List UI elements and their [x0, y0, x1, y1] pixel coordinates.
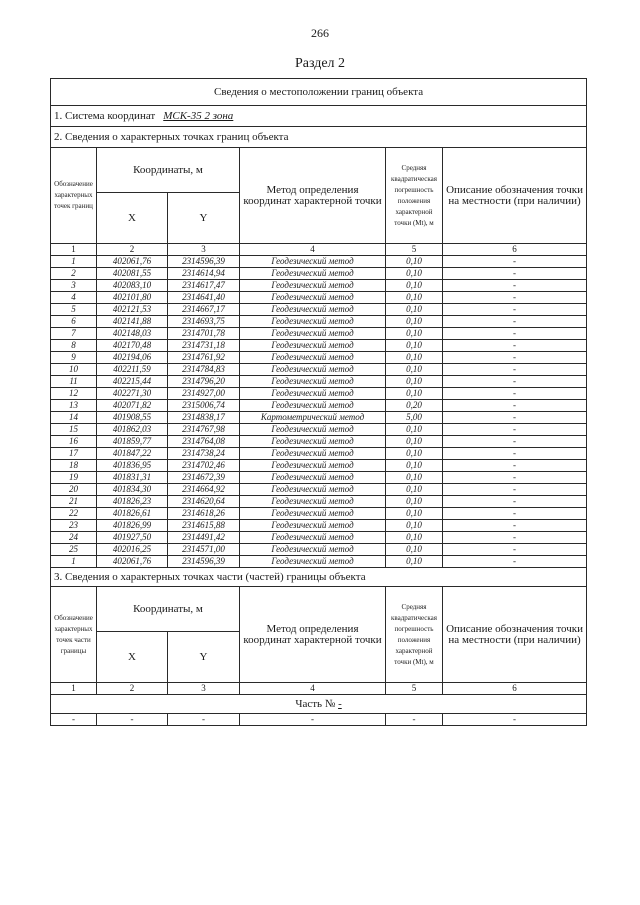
point-number: 15 [51, 424, 97, 436]
point-description: - [443, 268, 587, 280]
point-method: Геодезический метод [240, 400, 386, 412]
point-accuracy: 0,10 [386, 496, 443, 508]
point-y: 2314596,39 [168, 556, 240, 568]
table-row [51, 400, 587, 412]
point-description: - [443, 520, 587, 532]
column-number: 5 [386, 244, 443, 256]
coord-system-value: МСК-35 2 зона [163, 109, 234, 122]
point-description: - [443, 424, 587, 436]
point-x: 402016,25 [97, 544, 168, 556]
point-y: 2314702,46 [168, 460, 240, 472]
point-accuracy: 0,10 [386, 544, 443, 556]
header-accuracy: Средняя квадратическая погрешность положения характерной точки (Mt), м [386, 148, 443, 244]
table-row [51, 532, 587, 544]
point-number: 3 [51, 280, 97, 292]
point-description: - [443, 376, 587, 388]
point-method: Геодезический метод [240, 376, 386, 388]
table-row [51, 328, 587, 340]
point-y: 2314761,92 [168, 352, 240, 364]
point-y: 2314738,24 [168, 448, 240, 460]
point-x: 402083,10 [97, 280, 168, 292]
point-method: Геодезический метод [240, 436, 386, 448]
point-x: 401826,99 [97, 520, 168, 532]
point-y: 2314796,20 [168, 376, 240, 388]
point-y: 2314784,83 [168, 364, 240, 376]
point-y: 2314596,39 [168, 256, 240, 268]
point-method: Геодезический метод [240, 352, 386, 364]
point-description: - [443, 352, 587, 364]
header-x: X [97, 193, 168, 244]
point-number: 21 [51, 496, 97, 508]
point-x: 401847,22 [97, 448, 168, 460]
point-x: 401859,77 [97, 436, 168, 448]
point-accuracy: 0,10 [386, 532, 443, 544]
point-number: 2 [51, 268, 97, 280]
point-number: 24 [51, 532, 97, 544]
point-number: 23 [51, 520, 97, 532]
point-method: Геодезический метод [240, 280, 386, 292]
point-accuracy: 0,10 [386, 388, 443, 400]
point-accuracy: 0,10 [386, 460, 443, 472]
point-number: 1 [51, 556, 97, 568]
column-number: 1 [51, 244, 97, 256]
part-cell: - [386, 714, 443, 726]
point-description: - [443, 364, 587, 376]
point-number: 25 [51, 544, 97, 556]
point-number: 11 [51, 376, 97, 388]
point-description: - [443, 544, 587, 556]
point-number: 5 [51, 304, 97, 316]
point-y: 2314767,98 [168, 424, 240, 436]
point-accuracy: 0,10 [386, 352, 443, 364]
table-row [51, 448, 587, 460]
point-description: - [443, 496, 587, 508]
boundary-table [50, 78, 587, 726]
point-x: 401908,55 [97, 412, 168, 424]
table-row [51, 460, 587, 472]
column-number: 5 [386, 683, 443, 695]
point-number: 14 [51, 412, 97, 424]
point-description: - [443, 436, 587, 448]
column-number: 3 [168, 683, 240, 695]
table-row [51, 304, 587, 316]
point-accuracy: 0,10 [386, 448, 443, 460]
point-y: 2314620,64 [168, 496, 240, 508]
point-accuracy: 0,10 [386, 376, 443, 388]
point-x: 402170,48 [97, 340, 168, 352]
point-y: 2314927,00 [168, 388, 240, 400]
point-method: Геодезический метод [240, 328, 386, 340]
point-y: 2314838,17 [168, 412, 240, 424]
point-accuracy: 0,10 [386, 364, 443, 376]
point-method: Геодезический метод [240, 460, 386, 472]
point-x: 401834,30 [97, 484, 168, 496]
part-column-numbers-row [51, 683, 587, 695]
point-method: Геодезический метод [240, 292, 386, 304]
point-number: 22 [51, 508, 97, 520]
point-description: - [443, 412, 587, 424]
point-description: - [443, 256, 587, 268]
point-number: 1 [51, 256, 97, 268]
point-accuracy: 0,10 [386, 328, 443, 340]
points-section-title: 2. Сведения о характерных точках границ объекта [51, 127, 587, 148]
table-row [51, 436, 587, 448]
point-method: Геодезический метод [240, 496, 386, 508]
part-header-x: X [97, 632, 168, 683]
point-y: 2314571,00 [168, 544, 240, 556]
header-y: Y [168, 193, 240, 244]
point-number: 16 [51, 436, 97, 448]
table-row [51, 412, 587, 424]
point-y: 2314615,88 [168, 520, 240, 532]
point-method: Геодезический метод [240, 484, 386, 496]
point-method: Геодезический метод [240, 508, 386, 520]
point-x: 402215,44 [97, 376, 168, 388]
column-number: 4 [240, 244, 386, 256]
table-row [51, 424, 587, 436]
point-number: 10 [51, 364, 97, 376]
point-number: 4 [51, 292, 97, 304]
part-cell: - [240, 714, 386, 726]
column-number: 4 [240, 683, 386, 695]
point-x: 402071,82 [97, 400, 168, 412]
point-x: 401826,61 [97, 508, 168, 520]
point-method: Геодезический метод [240, 316, 386, 328]
point-x: 401826,23 [97, 496, 168, 508]
point-number: 9 [51, 352, 97, 364]
point-number: 12 [51, 388, 97, 400]
point-accuracy: 0,10 [386, 256, 443, 268]
part-number: - [338, 697, 342, 710]
point-accuracy: 0,10 [386, 340, 443, 352]
point-accuracy: 5,00 [386, 412, 443, 424]
part-cell: - [168, 714, 240, 726]
point-description: - [443, 316, 587, 328]
point-method: Геодезический метод [240, 256, 386, 268]
part-number-row [51, 695, 587, 714]
table-row [51, 376, 587, 388]
coord-system-label: 1. Система координат [54, 109, 156, 122]
point-x: 402121,53 [97, 304, 168, 316]
point-x: 401862,03 [97, 424, 168, 436]
point-y: 2314701,78 [168, 328, 240, 340]
part-cell: - [97, 714, 168, 726]
point-y: 2314618,26 [168, 508, 240, 520]
point-x: 402271,30 [97, 388, 168, 400]
point-y: 2314672,39 [168, 472, 240, 484]
point-accuracy: 0,10 [386, 268, 443, 280]
point-description: - [443, 448, 587, 460]
coord-system-row [51, 106, 587, 127]
point-number: 7 [51, 328, 97, 340]
point-y: 2314731,18 [168, 340, 240, 352]
header-method: Метод определения координат характерной точки [240, 148, 386, 244]
point-accuracy: 0,10 [386, 472, 443, 484]
point-method: Геодезический метод [240, 544, 386, 556]
point-number: 20 [51, 484, 97, 496]
header-point-designation: Обозначение характерных точек границ [51, 148, 97, 244]
table-row [51, 340, 587, 352]
page-number: 266 [311, 26, 329, 40]
point-y: 2314764,08 [168, 436, 240, 448]
part-header-description: Описание обозначения точки на местности (при наличии) [443, 587, 587, 683]
point-y: 2315006,74 [168, 400, 240, 412]
header-description: Описание обозначения точки на местности (при наличии) [443, 148, 587, 244]
part-header-method: Метод определения координат характерной точки [240, 587, 386, 683]
table-row [51, 472, 587, 484]
header-coordinates: Координаты, м [97, 148, 240, 193]
table-row [51, 292, 587, 304]
point-number: 19 [51, 472, 97, 484]
table-row [51, 352, 587, 364]
point-y: 2314491,42 [168, 532, 240, 544]
point-description: - [443, 280, 587, 292]
point-y: 2314614,94 [168, 268, 240, 280]
part-header-coordinates: Координаты, м [97, 587, 240, 632]
point-x: 402148,03 [97, 328, 168, 340]
point-x: 402211,59 [97, 364, 168, 376]
point-accuracy: 0,10 [386, 304, 443, 316]
table-row [51, 256, 587, 268]
point-accuracy: 0,10 [386, 316, 443, 328]
point-y: 2314617,47 [168, 280, 240, 292]
point-x: 402061,76 [97, 256, 168, 268]
part-header-accuracy: Средняя квадратическая погрешность положения характерной точки (Mt), м [386, 587, 443, 683]
table-row [51, 388, 587, 400]
table-title: Сведения о местоположении границ объекта [51, 79, 587, 106]
part-header-y: Y [168, 632, 240, 683]
table-row [51, 544, 587, 556]
point-number: 13 [51, 400, 97, 412]
column-number: 6 [443, 244, 587, 256]
point-method: Геодезический метод [240, 268, 386, 280]
table-row [51, 496, 587, 508]
table-row [51, 280, 587, 292]
point-y: 2314664,92 [168, 484, 240, 496]
point-method: Геодезический метод [240, 556, 386, 568]
point-method: Геодезический метод [240, 364, 386, 376]
part-cell: - [51, 714, 97, 726]
point-description: - [443, 484, 587, 496]
point-method: Геодезический метод [240, 532, 386, 544]
point-x: 402081,55 [97, 268, 168, 280]
column-number: 2 [97, 244, 168, 256]
column-number: 6 [443, 683, 587, 695]
point-description: - [443, 328, 587, 340]
table-row [51, 268, 587, 280]
point-method: Геодезический метод [240, 340, 386, 352]
table-row [51, 316, 587, 328]
column-numbers-row [51, 244, 587, 256]
point-description: - [443, 556, 587, 568]
point-x: 401927,50 [97, 532, 168, 544]
point-method: Геодезический метод [240, 424, 386, 436]
part-header-point-designation: Обозначение характерных точек части границы [51, 587, 97, 683]
point-x: 402061,76 [97, 556, 168, 568]
point-description: - [443, 400, 587, 412]
point-description: - [443, 340, 587, 352]
parts-section-title: 3. Сведения о характерных точках части (частей) границы объекта [51, 568, 587, 587]
point-accuracy: 0,10 [386, 556, 443, 568]
section-title: Раздел 2 [294, 56, 346, 71]
point-y: 2314641,40 [168, 292, 240, 304]
point-method: Геодезический метод [240, 388, 386, 400]
point-x: 401836,95 [97, 460, 168, 472]
point-description: - [443, 532, 587, 544]
point-number: 17 [51, 448, 97, 460]
column-number: 2 [97, 683, 168, 695]
table-row [51, 508, 587, 520]
point-description: - [443, 460, 587, 472]
point-accuracy: 0,10 [386, 292, 443, 304]
point-x: 402194,06 [97, 352, 168, 364]
point-method: Картометрический метод [240, 412, 386, 424]
point-number: 18 [51, 460, 97, 472]
point-x: 402141,88 [97, 316, 168, 328]
point-accuracy: 0,10 [386, 424, 443, 436]
point-x: 401831,31 [97, 472, 168, 484]
point-accuracy: 0,10 [386, 484, 443, 496]
point-description: - [443, 304, 587, 316]
table-row [51, 484, 587, 496]
column-number: 3 [168, 244, 240, 256]
point-accuracy: 0,20 [386, 400, 443, 412]
part-data-row [51, 714, 587, 726]
part-cell: - [443, 714, 587, 726]
point-method: Геодезический метод [240, 472, 386, 484]
point-description: - [443, 292, 587, 304]
point-accuracy: 0,10 [386, 508, 443, 520]
column-number: 1 [51, 683, 97, 695]
point-description: - [443, 508, 587, 520]
point-accuracy: 0,10 [386, 520, 443, 532]
part-label: Часть № [295, 697, 336, 710]
point-method: Геодезический метод [240, 448, 386, 460]
point-description: - [443, 472, 587, 484]
table-row [51, 364, 587, 376]
table-row [51, 520, 587, 532]
point-accuracy: 0,10 [386, 436, 443, 448]
point-x: 402101,80 [97, 292, 168, 304]
point-method: Геодезический метод [240, 520, 386, 532]
point-accuracy: 0,10 [386, 280, 443, 292]
point-y: 2314667,17 [168, 304, 240, 316]
point-y: 2314693,75 [168, 316, 240, 328]
table-row [51, 556, 587, 568]
point-number: 8 [51, 340, 97, 352]
point-method: Геодезический метод [240, 304, 386, 316]
point-number: 6 [51, 316, 97, 328]
point-description: - [443, 388, 587, 400]
